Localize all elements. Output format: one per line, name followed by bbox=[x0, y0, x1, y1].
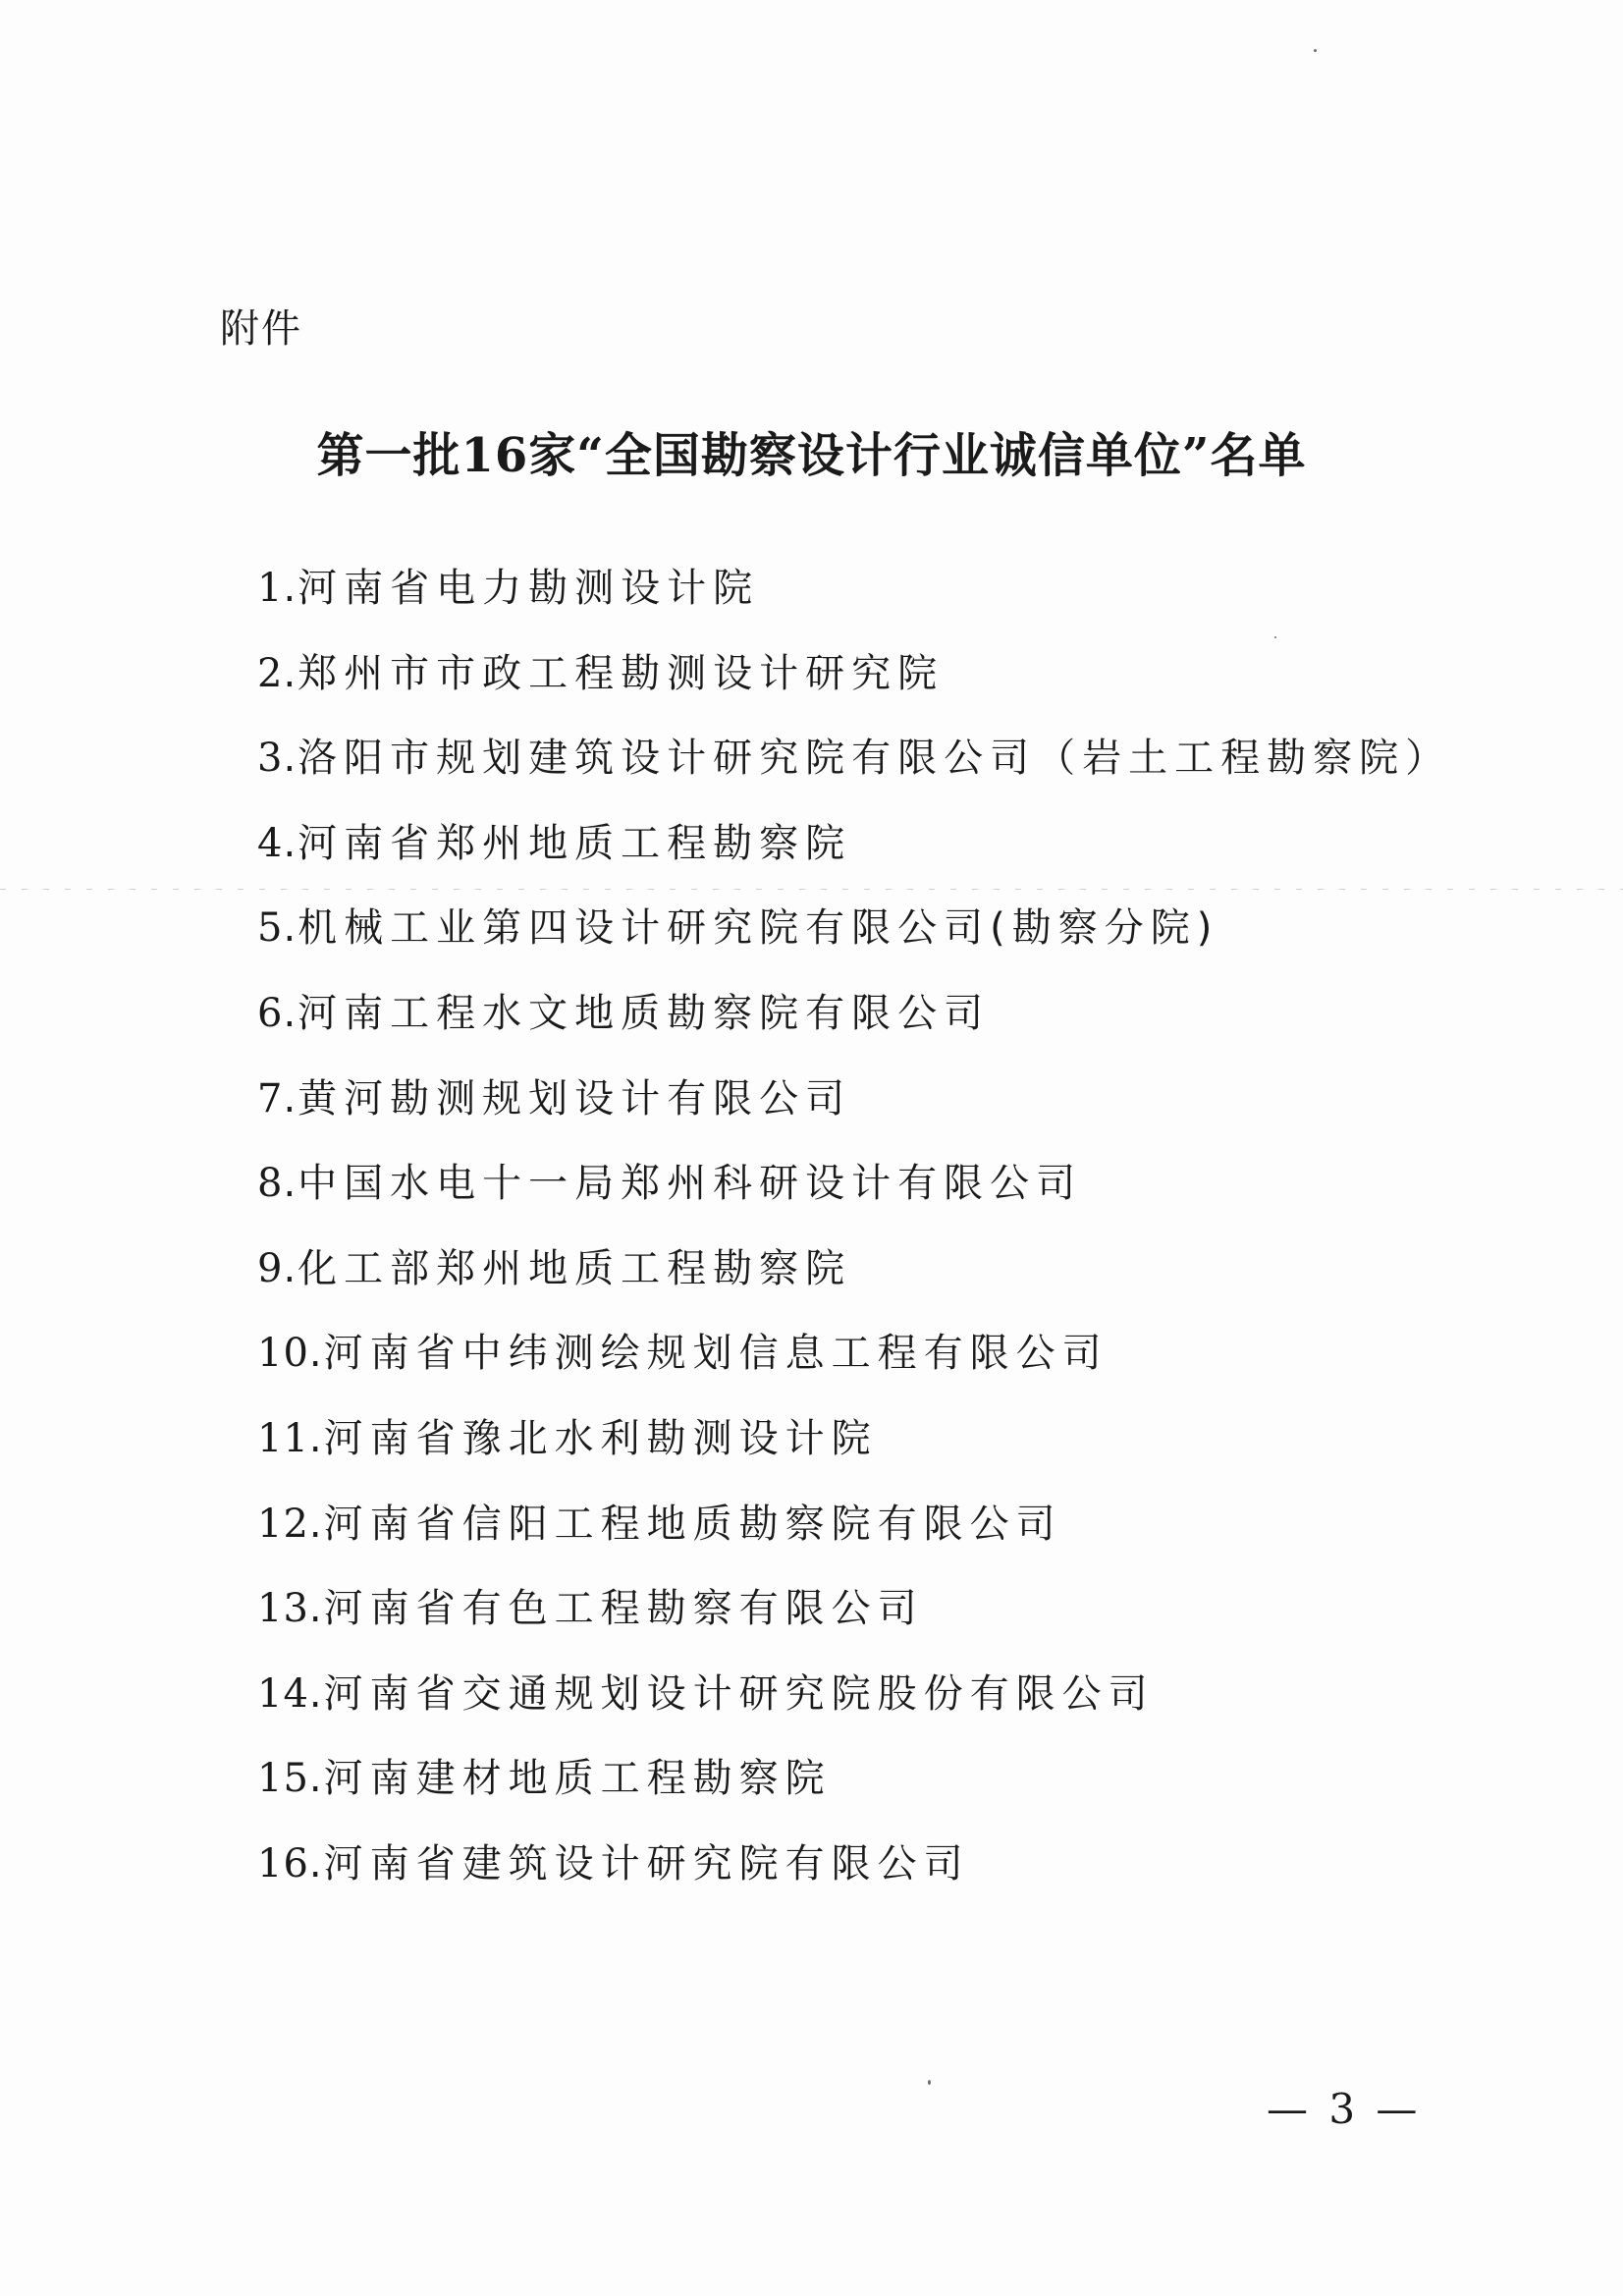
list-item-name: 河南省中纬测绘规划信息工程有限公司 bbox=[323, 1331, 1109, 1377]
list-item-name: 河南建材地质工程勘察院 bbox=[323, 1756, 832, 1802]
list-item bbox=[257, 1748, 1485, 1833]
list-item-number: 9 bbox=[257, 1245, 284, 1291]
list-item bbox=[257, 1408, 1485, 1494]
unit-list bbox=[257, 558, 1485, 1919]
list-item bbox=[257, 1578, 1485, 1664]
list-item-number: 11 bbox=[257, 1415, 309, 1461]
list-item bbox=[257, 1833, 1485, 1919]
page-number: — 3 — bbox=[1267, 2085, 1422, 2133]
list-item-name: 机械工业第四设计研究院有限公司(勘察分院) bbox=[298, 905, 1219, 952]
list-item bbox=[257, 728, 1485, 813]
list-item-separator: . bbox=[283, 1075, 298, 1121]
list-item bbox=[257, 1494, 1485, 1579]
attachment-label: 附件 bbox=[220, 306, 302, 352]
document-title: 第一批16家“全国勘察设计行业诚信单位”名单 bbox=[316, 428, 1307, 483]
list-item-name: 郑州市市政工程勘测设计研究院 bbox=[298, 650, 945, 696]
list-item-number: 16 bbox=[257, 1840, 309, 1886]
list-item-separator: . bbox=[308, 1756, 324, 1802]
list-item-number: 15 bbox=[257, 1756, 309, 1802]
list-item-name: 黄河勘测规划设计有限公司 bbox=[298, 1075, 852, 1121]
list-item-separator: . bbox=[283, 650, 298, 696]
list-item-separator: . bbox=[308, 1840, 324, 1886]
list-item-name: 河南工程水文地质勘察院有限公司 bbox=[298, 990, 991, 1036]
list-item-name: 洛阳市规划建筑设计研究院有限公司（岩土工程勘察院） bbox=[298, 736, 1452, 782]
list-item bbox=[257, 983, 1485, 1068]
scan-artifact-speck bbox=[1314, 49, 1317, 52]
list-item-number: 14 bbox=[257, 1670, 309, 1717]
list-item-separator: . bbox=[283, 566, 298, 611]
list-item-number: 4 bbox=[257, 820, 284, 866]
list-item-number: 7 bbox=[257, 1075, 284, 1121]
list-item-number: 5 bbox=[257, 905, 284, 952]
list-item-separator: . bbox=[308, 1415, 324, 1461]
list-item bbox=[257, 643, 1485, 729]
list-item-number: 10 bbox=[257, 1331, 309, 1377]
list-item-number: 13 bbox=[257, 1586, 309, 1632]
list-item-separator: . bbox=[308, 1331, 324, 1377]
list-item-number: 2 bbox=[257, 650, 284, 696]
list-item-name: 河南省有色工程勘察有限公司 bbox=[323, 1586, 924, 1632]
list-item-name: 化工部郑州地质工程勘察院 bbox=[298, 1245, 852, 1291]
list-item-number: 6 bbox=[257, 990, 284, 1036]
list-item bbox=[257, 1323, 1485, 1408]
list-item-name: 河南省电力勘测设计院 bbox=[298, 566, 760, 611]
list-item-name: 河南省郑州地质工程勘察院 bbox=[298, 820, 852, 866]
list-item-number: 1 bbox=[257, 566, 284, 611]
list-item-separator: . bbox=[308, 1501, 324, 1547]
list-item-name: 河南省信阳工程地质勘察院有限公司 bbox=[323, 1501, 1062, 1547]
list-item-name: 河南省交通规划设计研究院股份有限公司 bbox=[323, 1670, 1155, 1717]
list-item-separator: . bbox=[283, 1161, 298, 1207]
list-item-separator: . bbox=[283, 1245, 298, 1291]
scan-artifact-speck bbox=[928, 2080, 931, 2085]
list-item-name: 河南省建筑设计研究院有限公司 bbox=[323, 1840, 970, 1886]
list-item-separator: . bbox=[283, 905, 298, 952]
list-item bbox=[257, 1068, 1485, 1154]
list-item bbox=[257, 813, 1485, 899]
list-item-number: 8 bbox=[257, 1161, 284, 1207]
list-item-number: 12 bbox=[257, 1501, 309, 1547]
list-item bbox=[257, 1664, 1485, 1749]
list-item-name: 中国水电十一局郑州科研设计有限公司 bbox=[298, 1161, 1083, 1207]
list-item bbox=[257, 898, 1485, 983]
list-item bbox=[257, 1153, 1485, 1238]
list-item-separator: . bbox=[283, 820, 298, 866]
list-item-separator: . bbox=[283, 990, 298, 1036]
list-item-separator: . bbox=[308, 1670, 324, 1717]
list-item-number: 3 bbox=[257, 736, 284, 782]
list-item bbox=[257, 558, 1485, 643]
list-item-name: 河南省豫北水利勘测设计院 bbox=[323, 1415, 878, 1461]
list-item-separator: . bbox=[308, 1586, 324, 1632]
list-item-separator: . bbox=[283, 736, 298, 782]
list-item bbox=[257, 1238, 1485, 1324]
